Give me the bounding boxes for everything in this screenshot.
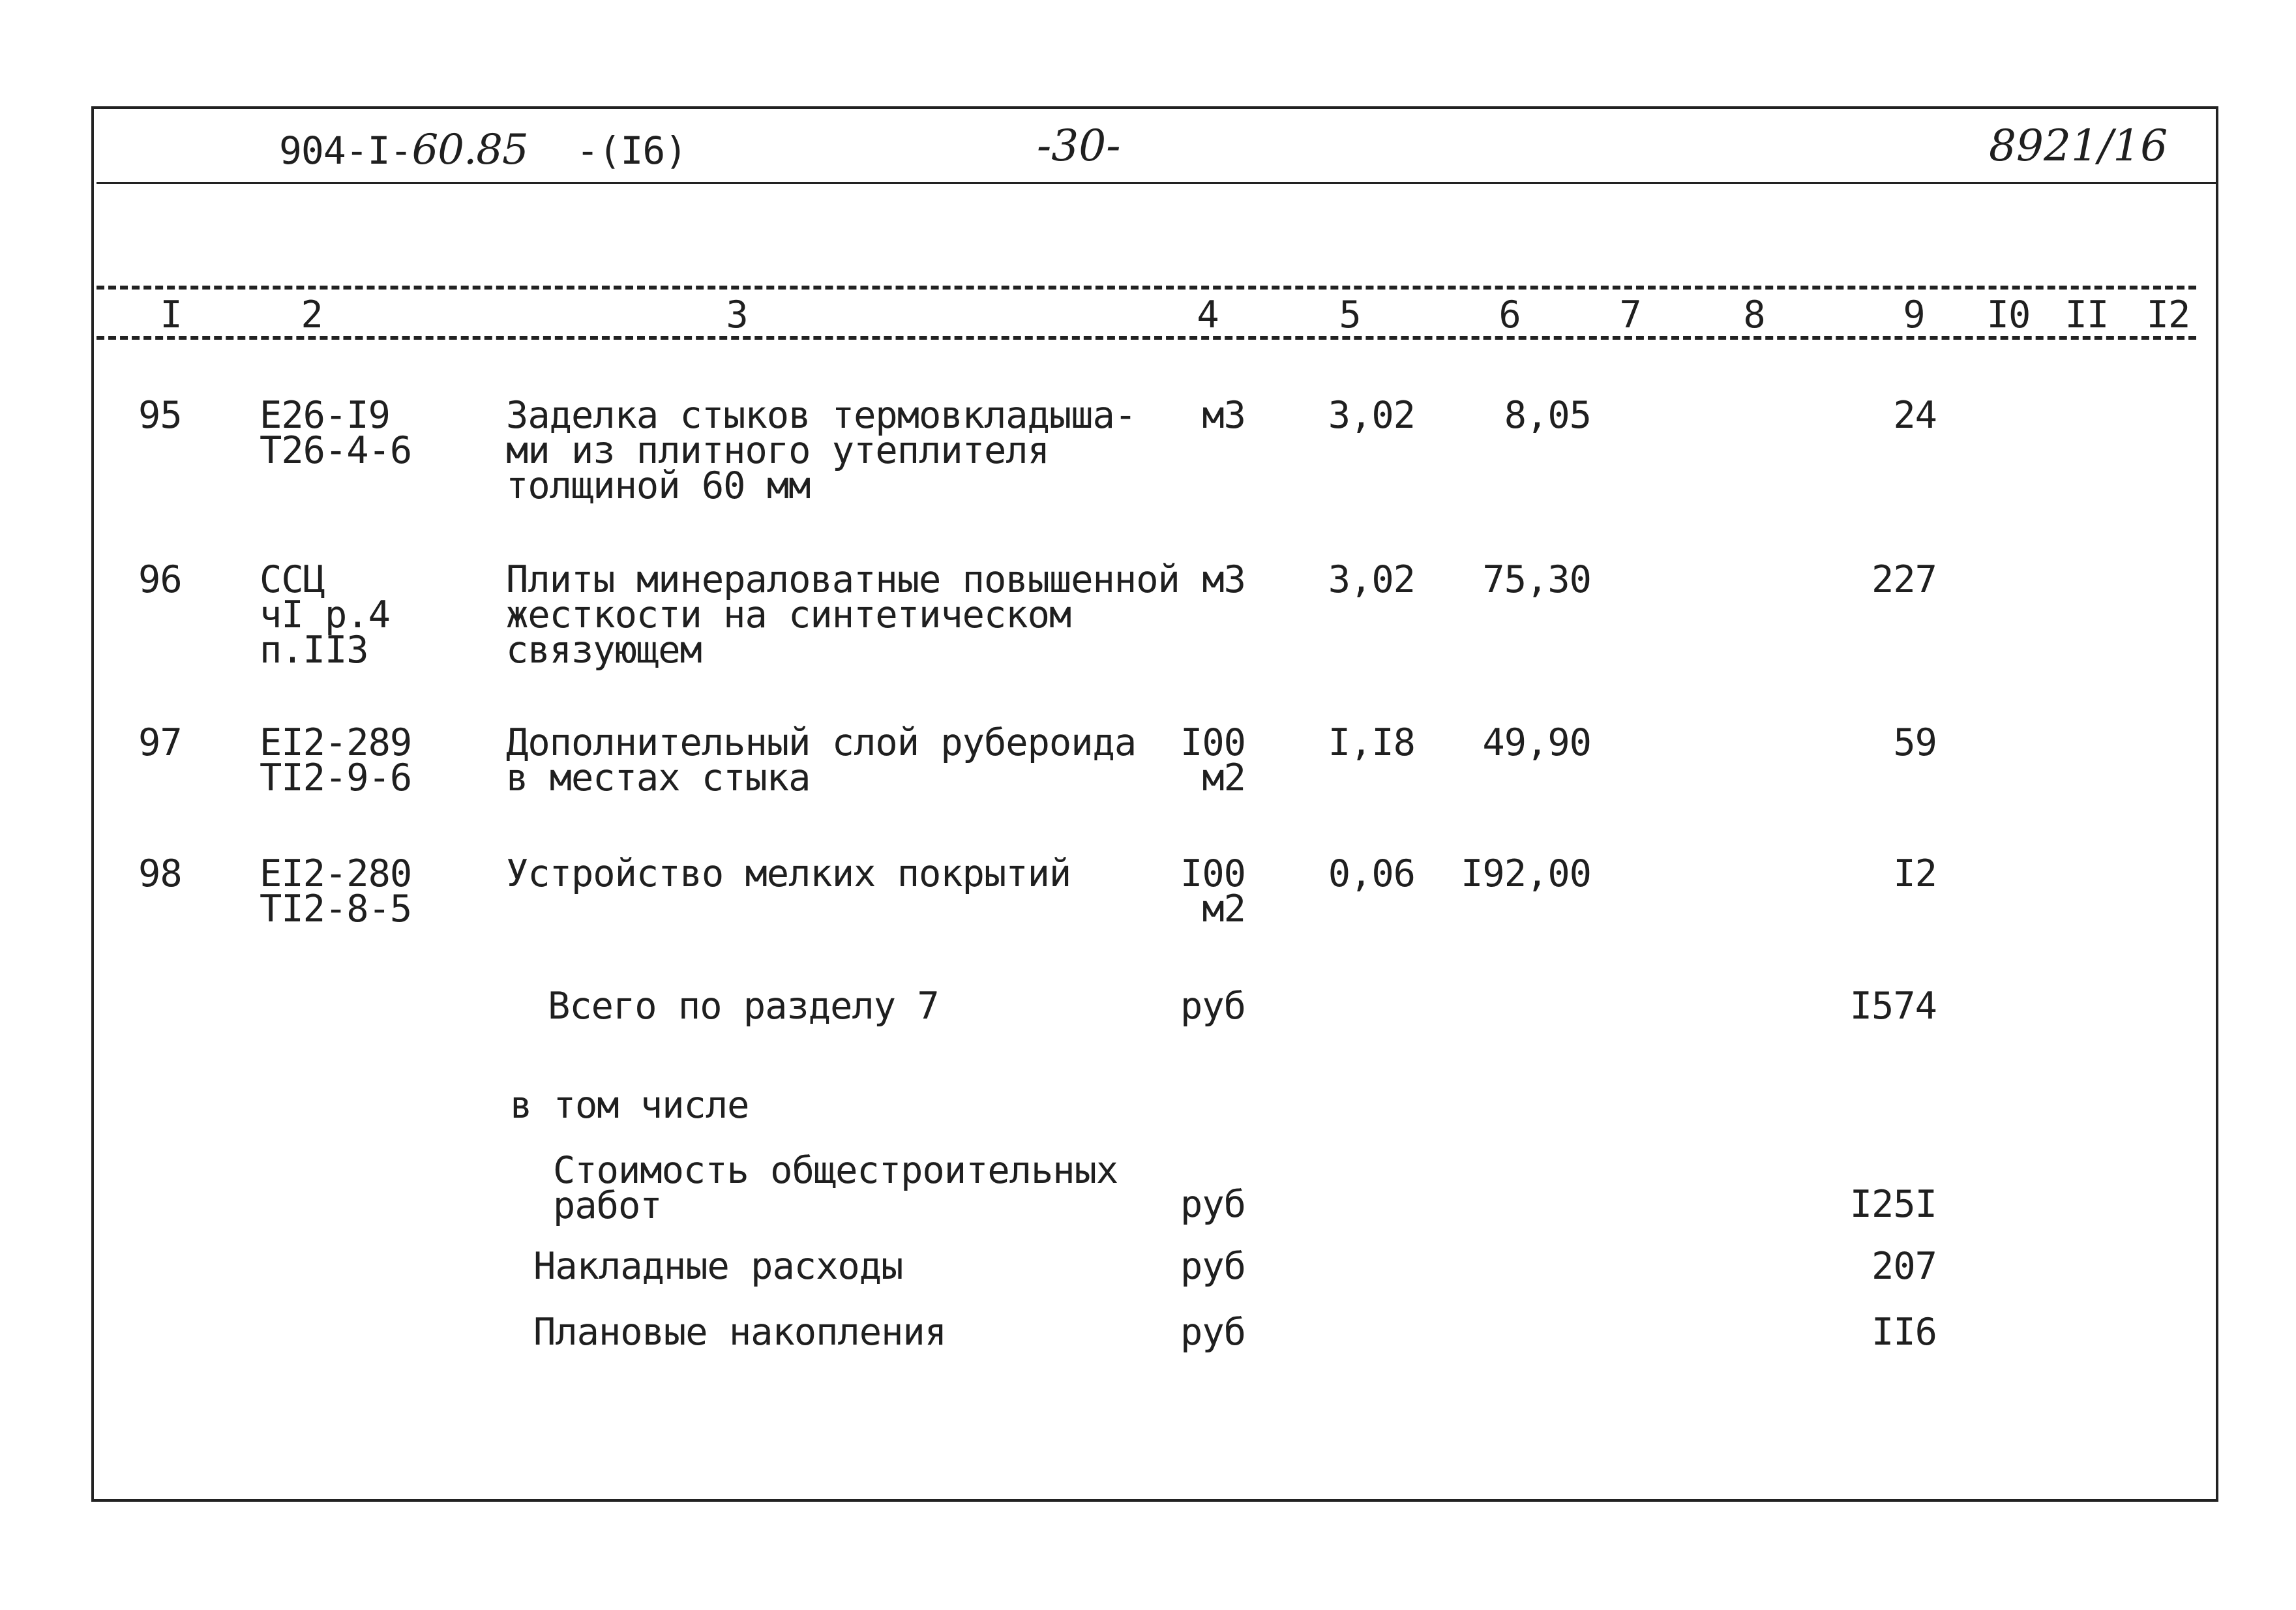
column-header-5: 5 <box>1339 293 1361 336</box>
column-header-4: 4 <box>1197 293 1219 336</box>
row-number: 96 <box>138 558 182 601</box>
summary-item-unit: руб <box>1180 1245 1245 1288</box>
summary-item-unit: руб <box>1180 1311 1245 1354</box>
row-unit: м3 <box>1202 394 1245 437</box>
row-unit: I00 м2 <box>1180 852 1245 931</box>
row-unit-price: 8,05 <box>1504 394 1591 437</box>
row-quantity: 3,02 <box>1328 558 1415 601</box>
row-code: Е26-I9 Т26-4-6 <box>260 394 412 472</box>
summary-total-unit: руб <box>1180 985 1245 1028</box>
row-quantity: 0,06 <box>1328 852 1415 895</box>
row-unit: м3 <box>1202 558 1245 601</box>
row-unit-price: I92,00 <box>1461 852 1591 895</box>
row-unit-price: 49,90 <box>1482 721 1591 764</box>
summary-item-value: II6 <box>1871 1311 1937 1354</box>
column-header-6: 6 <box>1498 293 1521 336</box>
row-total: 59 <box>1893 721 1937 764</box>
summary-total-label: Всего по разделу 7 <box>548 985 939 1028</box>
column-header-3: 3 <box>726 293 748 336</box>
row-number: 97 <box>138 721 182 764</box>
row-description: Заделка стыков термовкладыша- ми из плитного утеплителя толщиной 60 мм <box>506 394 1137 507</box>
doc-code-handwritten: 60.85 <box>411 126 528 174</box>
row-quantity: 3,02 <box>1328 394 1415 437</box>
row-number: 98 <box>138 852 182 895</box>
summary-item-value: I25I <box>1849 1183 1937 1226</box>
column-header-2: 2 <box>301 293 323 336</box>
page-number: -30- <box>1037 121 1121 171</box>
row-description: Дополнительный слой рубероида в местах стыка <box>506 721 1137 799</box>
summary-total-value: I574 <box>1849 985 1937 1028</box>
doc-code <box>279 126 687 174</box>
summary-item-label: Стоимость общестроительных работ <box>553 1149 1118 1227</box>
row-total: I2 <box>1893 852 1937 895</box>
summary-item-value: 207 <box>1871 1245 1937 1288</box>
summary-item-label: Накладные расходы <box>533 1245 903 1288</box>
column-header-top-rule <box>97 286 2196 290</box>
sheet-code: 8921/16 <box>1989 121 2168 171</box>
column-header-11: II <box>2065 293 2109 336</box>
row-unit: I00 м2 <box>1180 721 1245 799</box>
summary-including-label: в том числе <box>510 1084 749 1127</box>
summary-item-label: Плановые накопления <box>533 1311 947 1354</box>
row-code: ЕI2-280 ТI2-8-5 <box>260 852 412 931</box>
doc-code-prefix: 904-I- <box>279 128 412 173</box>
row-total: 24 <box>1893 394 1937 437</box>
column-header-bottom-rule <box>97 336 2196 340</box>
row-code: ЕI2-289 ТI2-9-6 <box>260 721 412 799</box>
row-number: 95 <box>138 394 182 437</box>
column-header-8: 8 <box>1743 293 1765 336</box>
header-rule <box>97 182 2217 184</box>
column-header-7: 7 <box>1619 293 1641 336</box>
summary-item-unit: руб <box>1180 1183 1245 1226</box>
row-total: 227 <box>1871 558 1937 601</box>
row-unit-price: 75,30 <box>1482 558 1591 601</box>
doc-code-suffix: -(I6) <box>576 128 687 173</box>
column-header-1: I <box>160 293 182 336</box>
column-header-12: I2 <box>2146 293 2190 336</box>
row-code: ССЦ чI р.4 п.II3 <box>260 558 390 672</box>
column-header-9: 9 <box>1903 293 1925 336</box>
row-description: Плиты минераловатные повышенной жесткости на синтетическом связующем <box>506 558 1180 672</box>
row-quantity: I,I8 <box>1328 721 1415 764</box>
column-header-10: I0 <box>1986 293 2031 336</box>
row-description: Устройство мелких покрытий <box>506 852 1071 895</box>
